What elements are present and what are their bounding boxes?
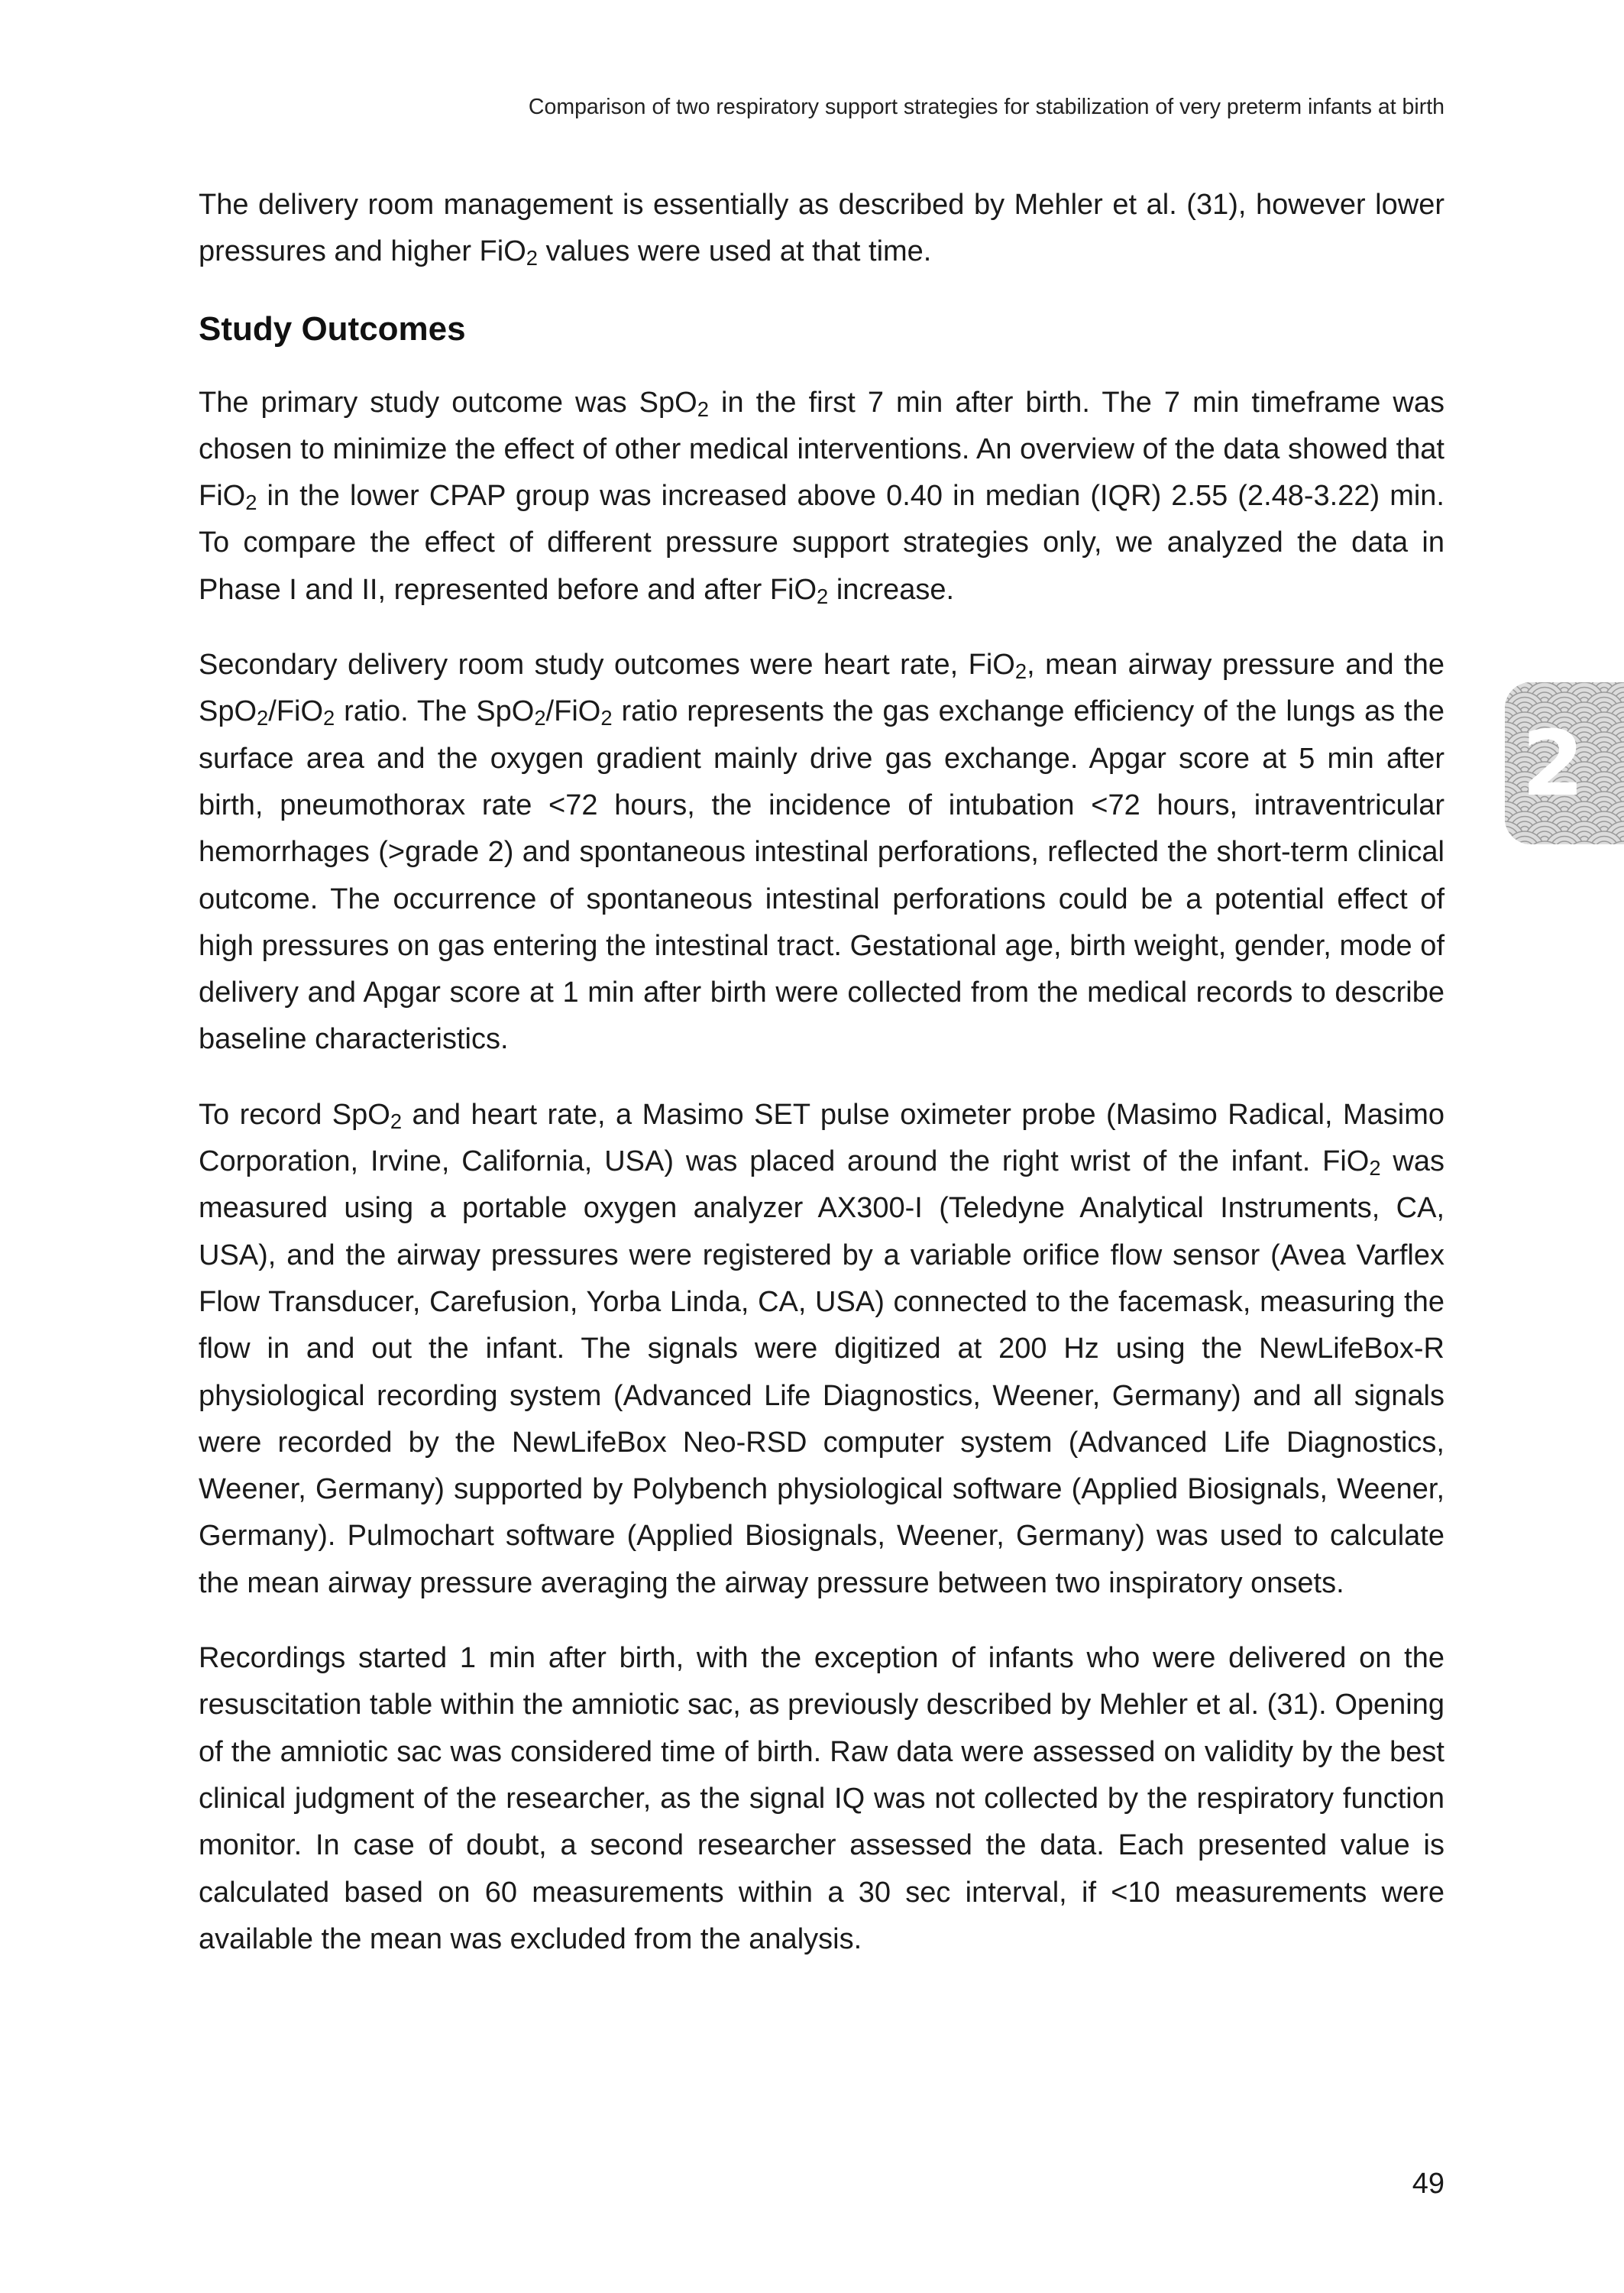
section-heading: Study Outcomes [199, 309, 466, 348]
running-header: Comparison of two respiratory support strategies for stabilization of very preterm infants at birth [528, 95, 1444, 119]
intro-paragraph: The delivery room management is essentially as described by Mehler et al. (31), however lower pressures and higher FiO$_2$ values were used at that time. [199, 189, 1444, 270]
article-body [199, 182, 1444, 1991]
section-paragraph: To record SpO$_2$ and heart rate, a Masimo SET pulse oximeter probe (Masimo Radical, Masimo Corporation, Irvine, California, USA) was placed around the right wrist of the infant. FiO$_2$ was measured using a portable oxygen analyzer AX300-I (Teledyne Analytical Instruments, CA, USA), and the airway pressures were registered by a variable orifice flow sensor (Avea Varflex Flow Transducer, Carefusion, Yorba Linda, CA, USA) connected to the facemask, measuring the flow in and out the infant. The signals were digitized at 200 Hz using the NewLifeBox-R physiological recording system (Advanced Life Diagnostics, Weener, Germany) and all signals were recorded by the NewLifeBox Neo-RSD computer system (Advanced Life Diagnostics, Weener, Germany) supported by Polybench physiological software (Applied Biosignals, Weener, Germany). Pulmochart software (Applied Biosignals, Weener, Germany) was used to calculate the mean airway pressure averaging the airway pressure between two inspiratory onsets. [199, 1098, 1445, 1599]
section-paragraph: Secondary delivery room study outcomes were heart rate, FiO$_2$, mean airway pressure and the SpO$_2$/FiO$_2$ ratio. The SpO$_2$/FiO$_2$ ratio represents the gas exchange efficiency of the lungs as the surface area and the oxygen gradient mainly drive gas exchange. Apgar score at 5 min after birth, pneumothorax rate <72 hours, the incidence of intubation <72 hours, intraventricular hemorrhages (>grade 2) and spontaneous intestinal perforations, reflected the short-term clinical outcome. The occurrence of spontaneous intestinal perforations could be a potential effect of high pressures on gas entering the intestinal tract. Gestational age, birth weight, gender, mode of delivery and Apgar score at 1 min after birth were collected from the medical records to describe baseline characteristics. [199, 649, 1444, 1056]
page-number: 49 [1412, 2168, 1444, 2200]
chapter-tab [1505, 682, 1624, 844]
section-paragraph: Recordings started 1 min after birth, with the exception of infants who were delivered on the resuscitation table within the amniotic sac, as previously described by Mehler et al. (31). Opening of the amniotic sac was considered time of birth. Raw data were assessed on validity by the best clinical judgment of the researcher, as the signal IQ was not collected by the respiratory function monitor. In case of doubt, a second researcher assessed the data. Each presented value is calculated based on 60 measurements within a 30 sec interval, if <10 measurements were available the mean was excluded from the analysis. [199, 1642, 1444, 1955]
section-paragraph: The primary study outcome was SpO$_2$ in the first 7 min after birth. The 7 min timeframe was chosen to minimize the effect of other medical interventions. An overview of the data showed that FiO$_2$ in the lower CPAP group was increased above 0.40 in median (IQR) 2.55 (2.48-3.22) min. To compare the effect of different pressure support strategies only, we analyzed the data in Phase I and II, represented before and after FiO$_2$ increase. [199, 386, 1444, 608]
chapter-number: 2 [1521, 711, 1585, 816]
